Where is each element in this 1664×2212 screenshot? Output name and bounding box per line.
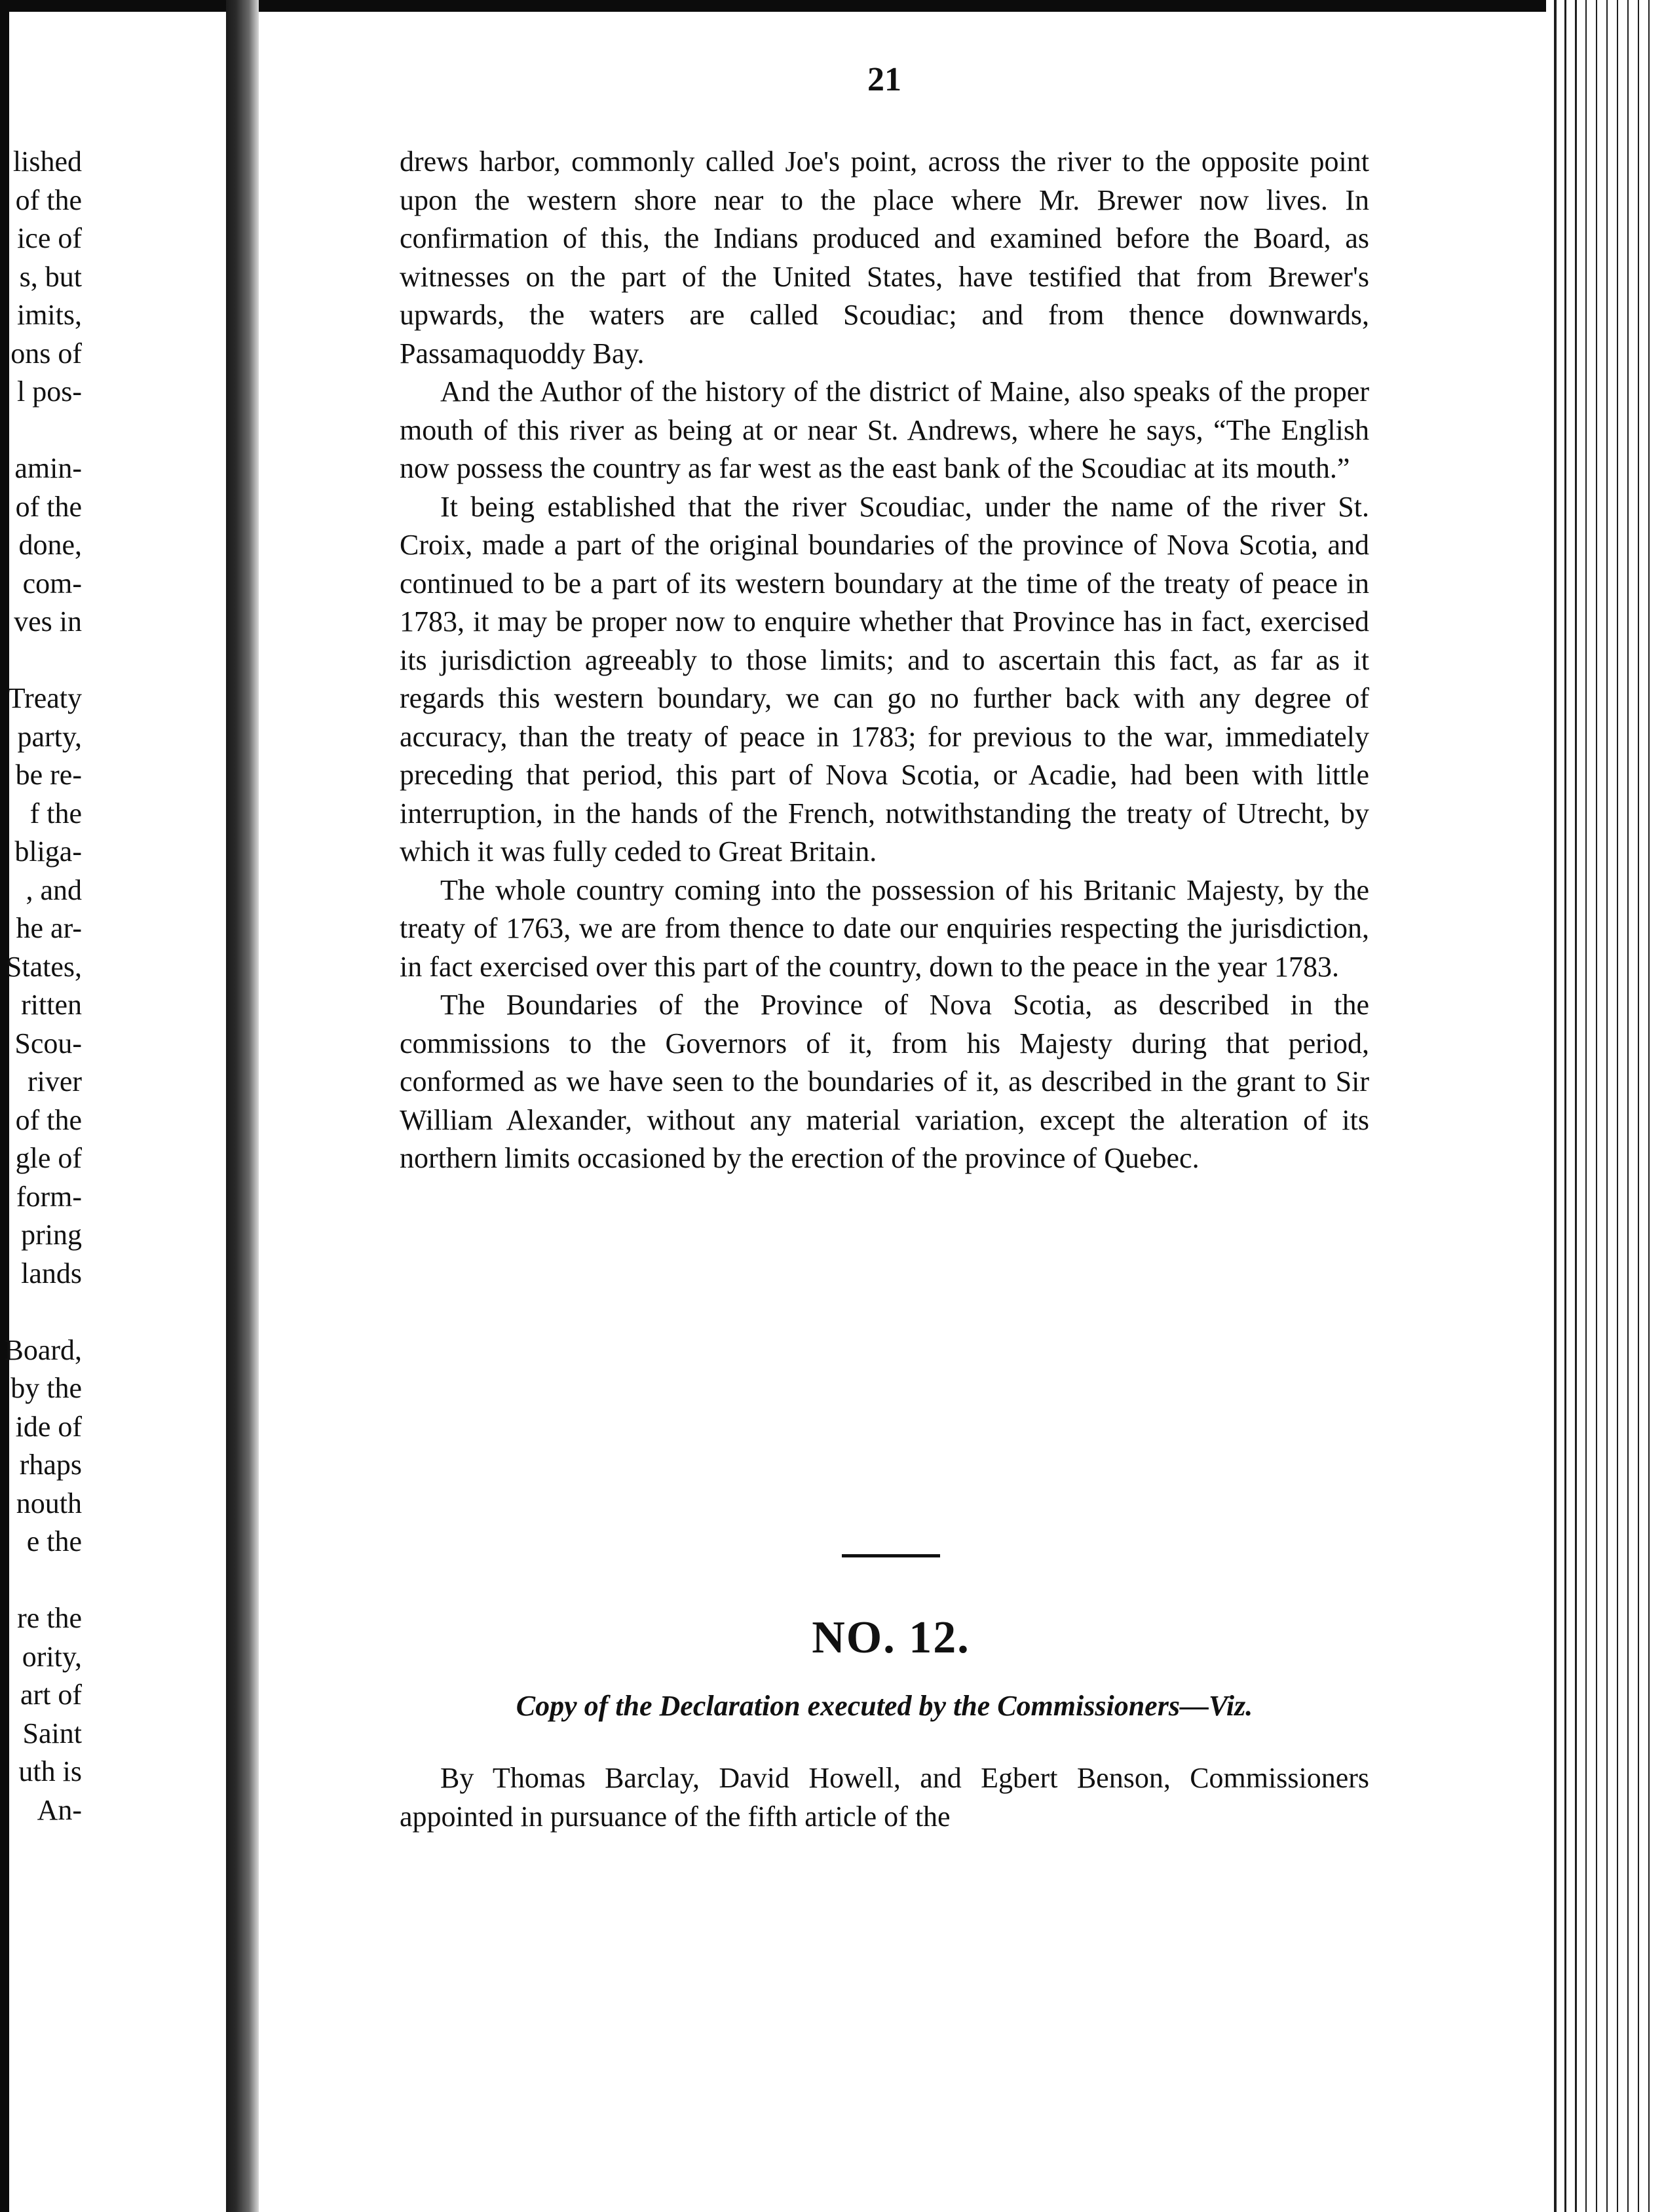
body-text [400, 143, 1369, 1178]
left-page-line: ves in [14, 605, 82, 638]
declaration-paragraph: By Thomas Barclay, David Howell, and Egbert Benson, Commissioners appointed in pursuance of the fifth article of the [400, 1762, 1369, 1833]
left-page-line: , and [26, 873, 82, 906]
page-edge-line [1585, 0, 1587, 2212]
left-page-line: be re- [15, 759, 82, 791]
page-edge-line [1638, 0, 1639, 2212]
left-page-line: uth is [18, 1755, 82, 1787]
section-title: NO. 12. [812, 1612, 970, 1663]
page-edge-line [1554, 0, 1557, 2212]
page-edge-line [1606, 0, 1608, 2212]
page-edge-line [1627, 0, 1629, 2212]
left-page-line: he ar- [16, 912, 82, 944]
left-page-line: gle of [15, 1142, 82, 1174]
page-edge-line [1596, 0, 1597, 2212]
left-page-line: lands [21, 1257, 82, 1289]
left-page-line: of the [15, 490, 82, 523]
left-page-line: ons of [10, 337, 82, 370]
left-page-line: nouth [16, 1487, 82, 1519]
section-divider [842, 1554, 940, 1557]
left-page-line: ority, [22, 1640, 82, 1673]
page-edge-line [1648, 0, 1650, 2212]
left-page-line: Scou- [14, 1027, 82, 1059]
left-page-line: art of [20, 1679, 82, 1711]
body-paragraph: It being established that the river Scoudiac, under the name of the river St. Croix, made a part of the original boundaries of the province of Nova Scotia, and continued to be a part of its western boundary at the time of the treaty of peace in 1783, it may be proper now to enquire whether that Province has in fact, exercised its jurisdiction agreeably to those limits; and to ascertain this fact, as far as it regards this western boundary, we can go no further back with any degree of accuracy, than the treaty of peace in 1783; for previous to the war, immediately preceding that period, this part of Nova Scotia, or Acadie, had been with little interruption, in the hands of the French, notwithstanding the treaty of Utrecht, by which it was fully ceded to Great Britain. [400, 490, 1369, 868]
page-edge-line [1575, 0, 1577, 2212]
left-page-line: bliga- [14, 835, 82, 868]
left-page-line [0, 411, 82, 450]
left-page-line: ritten [21, 989, 82, 1021]
left-page-line: l pos- [17, 375, 82, 408]
page-number: 21 [867, 61, 901, 98]
body-paragraph: drews harbor, commonly called Joe's point, across the river to the opposite point upon the western shore near to the place where Mr. Brewer now lives. In confirmation of this, the Indians produced and examined before the Board, as witnesses on the part of the United States, have testified that from Brewer's upwards, the waters are called Scoudiac; and from thence downwards, Passamaquoddy Bay. [400, 145, 1369, 370]
left-page-line: rhaps [19, 1449, 82, 1481]
body-paragraph: The Boundaries of the Province of Nova Scotia, as described in the commissions to the Governors of it, from his Majesty during that period, conformed as we have seen to the boundaries of it, as described in the grant to Sir William Alexander, without any material variation, except the alteration of its northern limits occasioned by the erection of the province of Quebec. [400, 989, 1369, 1174]
page-edge-line [1617, 0, 1618, 2212]
left-page-line [0, 1293, 82, 1331]
left-page-line: re the [17, 1602, 82, 1634]
left-page-line: by the [10, 1372, 82, 1404]
left-page-line: form- [16, 1180, 82, 1213]
left-page-line: Board, [4, 1333, 82, 1366]
body-paragraph: And the Author of the history of the district of Maine, also speaks of the proper mouth of this river as being at or near St. Andrews, where he says, “The English now possess the country as far west as the east bank of the Scoudiac at its mouth.” [400, 375, 1369, 484]
left-page-line: Treaty [7, 682, 82, 714]
left-page-line: lished [12, 145, 82, 178]
left-page-line: of the [15, 183, 82, 216]
left-page-line: s, but [19, 260, 82, 293]
book-gutter [226, 0, 259, 2212]
body-paragraph: The whole country coming into the possession of his Britanic Majesty, by the treaty of 1763, we are from thence to date our enquiries respecting the jurisdiction, in fact exercised over this part of the country, down to the peace in the year 1783. [400, 873, 1369, 983]
declaration [400, 1759, 1369, 1836]
left-page-line: f the [29, 797, 82, 830]
left-page-line: pring [21, 1219, 82, 1251]
left-page-line: imits, [16, 299, 82, 331]
left-page-line: Saint [22, 1717, 82, 1749]
left-page-line: river [27, 1065, 82, 1097]
document-caption: Copy of the Declaration executed by the Commissioners—Viz. [516, 1690, 1253, 1722]
left-page-line: ide of [15, 1410, 82, 1443]
page-edge-line [1564, 0, 1566, 2212]
left-page-line: com- [22, 567, 82, 600]
left-page-line [0, 1561, 82, 1600]
left-page-line: An- [37, 1793, 82, 1826]
left-page-line: States, [5, 950, 82, 983]
left-page-line: done, [18, 529, 82, 561]
left-page-line: amin- [14, 452, 82, 484]
left-page-line: of the [15, 1103, 82, 1136]
left-page-line: e the [26, 1525, 82, 1557]
left-page-line [0, 641, 82, 680]
page-stack-edge [1546, 0, 1664, 2212]
left-page-fragment [0, 143, 82, 1829]
left-page-line: ice of [17, 222, 82, 254]
left-page-line: party, [17, 720, 82, 753]
